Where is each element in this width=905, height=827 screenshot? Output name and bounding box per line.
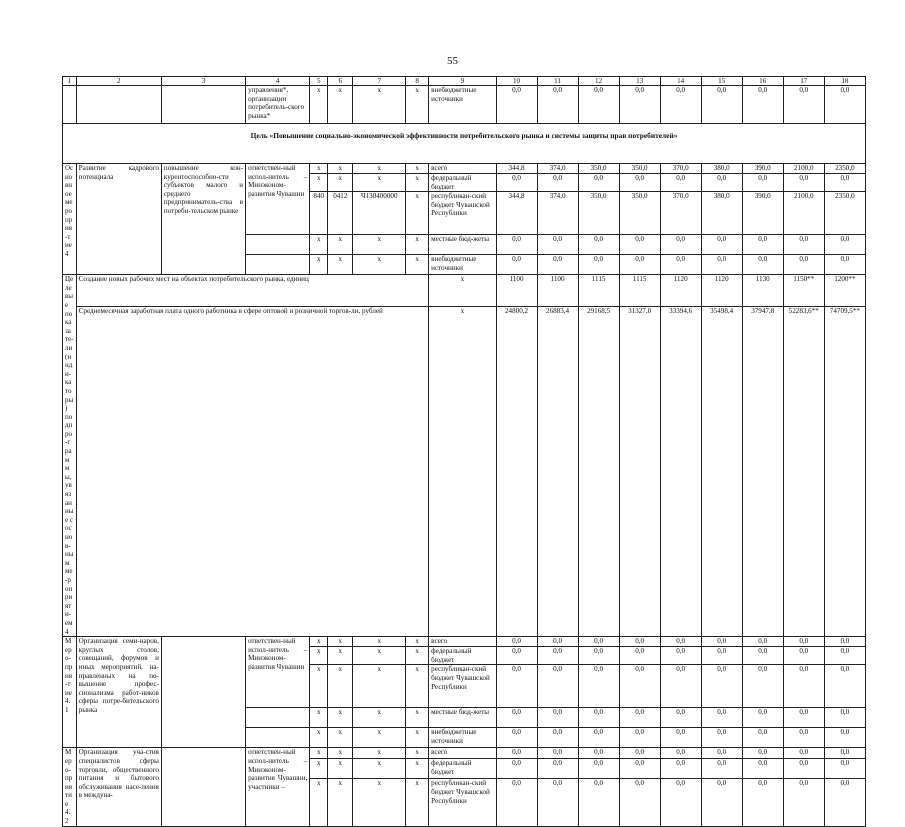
funding-source-cell: внебюджетные источники [429, 86, 496, 124]
code-cell: x [310, 665, 328, 708]
value-cell: 31327,0 [619, 306, 660, 636]
value-cell: 0,0 [742, 708, 783, 728]
value-cell: 0,0 [660, 637, 701, 647]
value-cell: 1150** [783, 275, 824, 307]
value-cell: 0,0 [742, 759, 783, 779]
indicator-row [63, 275, 866, 307]
continuation-row [63, 86, 866, 124]
funding-source-cell: внебюджетные источники [429, 255, 496, 275]
value-cell: 1200** [824, 275, 865, 307]
code-cell: x [406, 665, 429, 708]
value-cell: 0,0 [496, 728, 537, 748]
column-number-cell: 8 [406, 77, 429, 86]
column-number-cell: 12 [578, 77, 619, 86]
value-cell: 370,0 [660, 164, 701, 174]
value-cell: 0,0 [824, 86, 865, 124]
value-cell: 0,0 [824, 174, 865, 192]
value-cell: 24800,2 [496, 306, 537, 636]
column-number-cell: 16 [742, 77, 783, 86]
event-result-cell-empty [161, 637, 245, 748]
executor-cell-empty [246, 255, 310, 275]
code-cell: x [429, 306, 496, 636]
value-cell: 2100,0 [783, 192, 824, 235]
value-cell: 0,0 [496, 647, 537, 665]
funding-source-cell: внебюджетные источники [429, 728, 496, 748]
value-cell: 0,0 [824, 779, 865, 826]
code-cell: x [406, 728, 429, 748]
value-cell: 0,0 [742, 665, 783, 708]
code-cell: x [328, 637, 353, 647]
value-cell: 0,0 [537, 779, 578, 826]
code-cell: x [328, 174, 353, 192]
value-cell: 0,0 [824, 728, 865, 748]
code-cell: x [406, 86, 429, 124]
value-cell: 0,0 [496, 637, 537, 647]
code-cell: x [328, 779, 353, 826]
page-number: 55 [447, 55, 458, 67]
code-cell: x [429, 275, 496, 307]
value-cell: 1130 [742, 275, 783, 307]
value-cell: 0,0 [660, 174, 701, 192]
value-cell: 0,0 [783, 779, 824, 826]
code-cell: x [353, 748, 406, 759]
value-cell: 0,0 [701, 759, 742, 779]
code-cell: x [353, 665, 406, 708]
value-cell: 0,0 [578, 748, 619, 759]
value-cell: 33394,6 [660, 306, 701, 636]
code-cell: x [328, 164, 353, 174]
event-name-cell: Основное мероприя-тие 4 [63, 164, 77, 275]
value-cell: 0,0 [660, 748, 701, 759]
value-cell: 0,0 [660, 708, 701, 728]
code-cell: x [353, 759, 406, 779]
indicators-label-cell: Целевые показате-ли (инди-каторы) подпро-граммы, увязанные с основ-ным ме-роприяти-ем 4 [63, 275, 77, 637]
executor-cell: управления*, организации потребитель-ского рынка* [246, 86, 310, 124]
value-cell: 0,0 [783, 647, 824, 665]
value-cell: 0,0 [578, 728, 619, 748]
column-number-cell: 9 [429, 77, 496, 86]
code-cell: x [353, 235, 406, 255]
column-number-cell: 13 [619, 77, 660, 86]
code-cell: x [353, 708, 406, 728]
column-number-cell: 14 [660, 77, 701, 86]
value-cell: 0,0 [660, 665, 701, 708]
value-cell: 0,0 [660, 647, 701, 665]
value-cell: 0,0 [701, 174, 742, 192]
value-cell: 0,0 [742, 728, 783, 748]
funding-source-cell: республикан-ский бюджет Чувашской Республики [429, 192, 496, 235]
value-cell: 0,0 [537, 748, 578, 759]
value-cell: 0,0 [496, 779, 537, 826]
executor-cell: ответствен-ный испол-нитель – Минэконом-развития Чувашии [246, 637, 310, 708]
funding-source-cell: всего [429, 748, 496, 759]
value-cell: 390,0 [742, 164, 783, 174]
value-cell: 0,0 [701, 728, 742, 748]
event-4-2-row [63, 748, 866, 759]
value-cell: 0,0 [619, 665, 660, 708]
value-cell: 0,0 [783, 708, 824, 728]
indicator-row [63, 306, 866, 636]
column-number-cell: 3 [161, 77, 245, 86]
executor-cell: ответствен-ный испол-нитель – Минэконом-развития Чувашии, участники – [246, 748, 310, 826]
value-cell: 344,8 [496, 164, 537, 174]
value-cell: 0,0 [578, 665, 619, 708]
event-title-cell: Организация уча-стия специалистов сферы торговли, общественного питания и бытового обслуживания насе-ления в междуна- [76, 748, 161, 826]
main-event-4-row [63, 164, 866, 174]
value-cell: 37947,8 [742, 306, 783, 636]
value-cell: 1120 [701, 275, 742, 307]
code-cell: x [310, 708, 328, 728]
code-cell: x [353, 779, 406, 826]
header-row [63, 77, 866, 86]
value-cell: 0,0 [496, 174, 537, 192]
value-cell: 35498,4 [701, 306, 742, 636]
code-cell: x [328, 647, 353, 665]
value-cell: 0,0 [783, 86, 824, 124]
value-cell: 0,0 [742, 174, 783, 192]
value-cell: 370,0 [660, 192, 701, 235]
value-cell: 0,0 [619, 759, 660, 779]
goal-row [63, 124, 866, 164]
code-cell: x [406, 708, 429, 728]
code-cell: x [310, 647, 328, 665]
code-cell: x [310, 728, 328, 748]
value-cell: 0,0 [578, 647, 619, 665]
value-cell: 0,0 [701, 779, 742, 826]
value-cell: 0,0 [660, 86, 701, 124]
value-cell: 0,0 [660, 235, 701, 255]
value-cell: 380,0 [701, 192, 742, 235]
value-cell: 0,0 [537, 665, 578, 708]
table-cell [161, 86, 245, 124]
value-cell: 2100,0 [783, 164, 824, 174]
code-cell: x [310, 86, 328, 124]
value-cell: 0,0 [701, 647, 742, 665]
value-cell: 0,0 [742, 235, 783, 255]
value-cell: 0,0 [578, 637, 619, 647]
value-cell: 1100 [496, 275, 537, 307]
value-cell: 0,0 [660, 779, 701, 826]
value-cell: 0,0 [496, 759, 537, 779]
value-cell: 0,0 [578, 255, 619, 275]
value-cell: 0,0 [824, 255, 865, 275]
value-cell: 0,0 [578, 779, 619, 826]
value-cell: 0,0 [537, 647, 578, 665]
event-title-cell: Развитие кадрового потенциала [76, 164, 161, 275]
value-cell: 0,0 [824, 748, 865, 759]
event-name-cell: Меро-приятие 4.2 [63, 748, 77, 826]
value-cell: 0,0 [701, 255, 742, 275]
code-cell: x [406, 235, 429, 255]
code-cell: x [310, 164, 328, 174]
code-cell: x [328, 708, 353, 728]
value-cell: 0,0 [537, 708, 578, 728]
value-cell: 374,0 [537, 192, 578, 235]
value-cell: 29168,5 [578, 306, 619, 636]
value-cell: 0,0 [537, 235, 578, 255]
table-cell [76, 86, 161, 124]
value-cell: 0,0 [824, 708, 865, 728]
value-cell: 0,0 [619, 708, 660, 728]
column-number-cell: 7 [353, 77, 406, 86]
code-cell: x [328, 235, 353, 255]
event-title-cell: Организация семи-наров, круглых столов, совещаний, форумов и иных мероприятий, на-правленных на по-вышение профес-сионализма работ-ников сферы потре-бительского рынка [76, 637, 161, 748]
code-cell: x [406, 748, 429, 759]
funding-source-cell: федеральный бюджет [429, 759, 496, 779]
value-cell: 0,0 [619, 86, 660, 124]
executor-cell-empty [246, 728, 310, 748]
value-cell: 0,0 [742, 255, 783, 275]
value-cell: 0,0 [537, 255, 578, 275]
value-cell: 0,0 [824, 637, 865, 647]
value-cell: 0,0 [701, 665, 742, 708]
value-cell: 2350,0 [824, 164, 865, 174]
value-cell: 0,0 [824, 647, 865, 665]
goal-title: Цель «Повышение социально-экономической эффективности потребительского рынка и системы защиты прав потребителей» [63, 124, 866, 164]
value-cell: 0,0 [742, 779, 783, 826]
code-cell: 840 [310, 192, 328, 235]
value-cell: 1120 [660, 275, 701, 307]
value-cell: 0,0 [496, 255, 537, 275]
code-cell: x [328, 748, 353, 759]
value-cell: 0,0 [701, 86, 742, 124]
value-cell: 0,0 [824, 235, 865, 255]
code-cell: x [310, 235, 328, 255]
value-cell: 1100 [537, 275, 578, 307]
value-cell: 0,0 [537, 728, 578, 748]
value-cell: 0,0 [496, 235, 537, 255]
code-cell: x [353, 647, 406, 665]
value-cell: 26883,4 [537, 306, 578, 636]
value-cell: 0,0 [783, 665, 824, 708]
value-cell: 350,0 [619, 192, 660, 235]
value-cell: 1115 [619, 275, 660, 307]
value-cell: 0,0 [578, 174, 619, 192]
value-cell: 0,0 [824, 759, 865, 779]
code-cell: x [328, 728, 353, 748]
executor-cell: ответствен-ный испол-нитель – Минэконом-развития Чувашии [246, 164, 310, 235]
code-cell: x [353, 728, 406, 748]
code-cell: x [353, 637, 406, 647]
value-cell: 0,0 [660, 728, 701, 748]
funding-source-cell: федеральный бюджет [429, 174, 496, 192]
value-cell: 0,0 [619, 235, 660, 255]
funding-source-cell: всего [429, 164, 496, 174]
value-cell: 52283,6** [783, 306, 824, 636]
value-cell: 0,0 [619, 748, 660, 759]
value-cell: 350,0 [578, 192, 619, 235]
code-cell: x [406, 255, 429, 275]
value-cell: 1115 [578, 275, 619, 307]
code-cell: x [406, 192, 429, 235]
code-cell: x [310, 637, 328, 647]
column-number-cell: 17 [783, 77, 824, 86]
column-number-cell: 6 [328, 77, 353, 86]
value-cell: 0,0 [578, 86, 619, 124]
code-cell: 0412 [328, 192, 353, 235]
value-cell: 0,0 [742, 86, 783, 124]
value-cell: 0,0 [701, 235, 742, 255]
funding-source-cell: местные бюд-жеты [429, 235, 496, 255]
funding-source-cell: всего [429, 637, 496, 647]
value-cell: 0,0 [783, 759, 824, 779]
code-cell: x [353, 174, 406, 192]
value-cell: 2350,0 [824, 192, 865, 235]
funding-source-cell: федеральный бюджет [429, 647, 496, 665]
value-cell: 390,0 [742, 192, 783, 235]
value-cell: 0,0 [578, 759, 619, 779]
value-cell: 0,0 [496, 86, 537, 124]
code-cell: x [310, 759, 328, 779]
code-cell: x [406, 637, 429, 647]
code-cell: x [406, 647, 429, 665]
code-cell: x [406, 174, 429, 192]
value-cell: 350,0 [619, 164, 660, 174]
value-cell: 0,0 [701, 637, 742, 647]
event-result-cell: повышение кон-курентоспособно-сти субъектов малого и среднего предприниматель-ства в потреби-тельском рынке [161, 164, 245, 275]
budget-table [62, 76, 866, 827]
value-cell: 0,0 [619, 728, 660, 748]
table-cell [63, 86, 77, 124]
column-number-cell: 11 [537, 77, 578, 86]
value-cell: 0,0 [783, 255, 824, 275]
code-cell: x [310, 174, 328, 192]
value-cell: 0,0 [619, 637, 660, 647]
value-cell: 344,8 [496, 192, 537, 235]
funding-source-cell: республикан-ский бюджет Чувашской Республики [429, 665, 496, 708]
code-cell: x [310, 255, 328, 275]
event-name-cell: Меро-прия-тие 4.1 [63, 637, 77, 748]
value-cell: 74709,5** [824, 306, 865, 636]
value-cell: 0,0 [496, 708, 537, 728]
code-cell: x [406, 164, 429, 174]
executor-cell-empty [246, 235, 310, 255]
executor-cell-empty [246, 708, 310, 728]
event-4-1-row [63, 637, 866, 647]
code-cell: x [406, 779, 429, 826]
value-cell: 0,0 [660, 759, 701, 779]
value-cell: 374,0 [537, 164, 578, 174]
column-number-cell: 15 [701, 77, 742, 86]
value-cell: 0,0 [824, 665, 865, 708]
code-cell: x [328, 86, 353, 124]
value-cell: 0,0 [537, 174, 578, 192]
code-cell: x [310, 779, 328, 826]
code-cell: x [328, 665, 353, 708]
value-cell: 0,0 [701, 748, 742, 759]
value-cell: 0,0 [701, 708, 742, 728]
column-number-cell: 5 [310, 77, 328, 86]
indicator-text-cell: Среднемесячная заработная плата одного работника в сфере оптовой и розничной торгов-ли, рублей [76, 306, 429, 636]
value-cell: 0,0 [619, 779, 660, 826]
value-cell: 0,0 [742, 647, 783, 665]
value-cell: 0,0 [783, 637, 824, 647]
value-cell: 0,0 [578, 708, 619, 728]
value-cell: 0,0 [537, 637, 578, 647]
column-number-cell: 2 [76, 77, 161, 86]
indicator-text-cell: Создание новых рабочих мест на объектах потребительского рынка, единиц [76, 275, 429, 307]
value-cell: 0,0 [619, 647, 660, 665]
code-cell: x [353, 255, 406, 275]
column-number-cell: 4 [246, 77, 310, 86]
value-cell: 0,0 [537, 759, 578, 779]
code-cell: x [328, 255, 353, 275]
value-cell: 0,0 [537, 86, 578, 124]
code-cell: Ч130400000 [353, 192, 406, 235]
column-number-cell: 18 [824, 77, 865, 86]
value-cell: 0,0 [496, 748, 537, 759]
code-cell: x [310, 748, 328, 759]
funding-source-cell: местные бюд-жеты [429, 708, 496, 728]
value-cell: 0,0 [783, 748, 824, 759]
column-number-cell: 10 [496, 77, 537, 86]
funding-source-cell: республикан-ский бюджет Чувашской Республики [429, 779, 496, 826]
event-result-cell-empty [161, 748, 245, 826]
value-cell: 350,0 [578, 164, 619, 174]
value-cell: 0,0 [578, 235, 619, 255]
value-cell: 0,0 [742, 748, 783, 759]
code-cell: x [406, 759, 429, 779]
value-cell: 0,0 [742, 637, 783, 647]
column-number-cell: 1 [63, 77, 77, 86]
value-cell: 0,0 [660, 255, 701, 275]
code-cell: x [353, 164, 406, 174]
value-cell: 0,0 [619, 174, 660, 192]
value-cell: 0,0 [783, 174, 824, 192]
value-cell: 380,0 [701, 164, 742, 174]
value-cell: 0,0 [783, 728, 824, 748]
code-cell: x [353, 86, 406, 124]
code-cell: x [328, 759, 353, 779]
value-cell: 0,0 [496, 665, 537, 708]
value-cell: 0,0 [783, 235, 824, 255]
value-cell: 0,0 [619, 255, 660, 275]
